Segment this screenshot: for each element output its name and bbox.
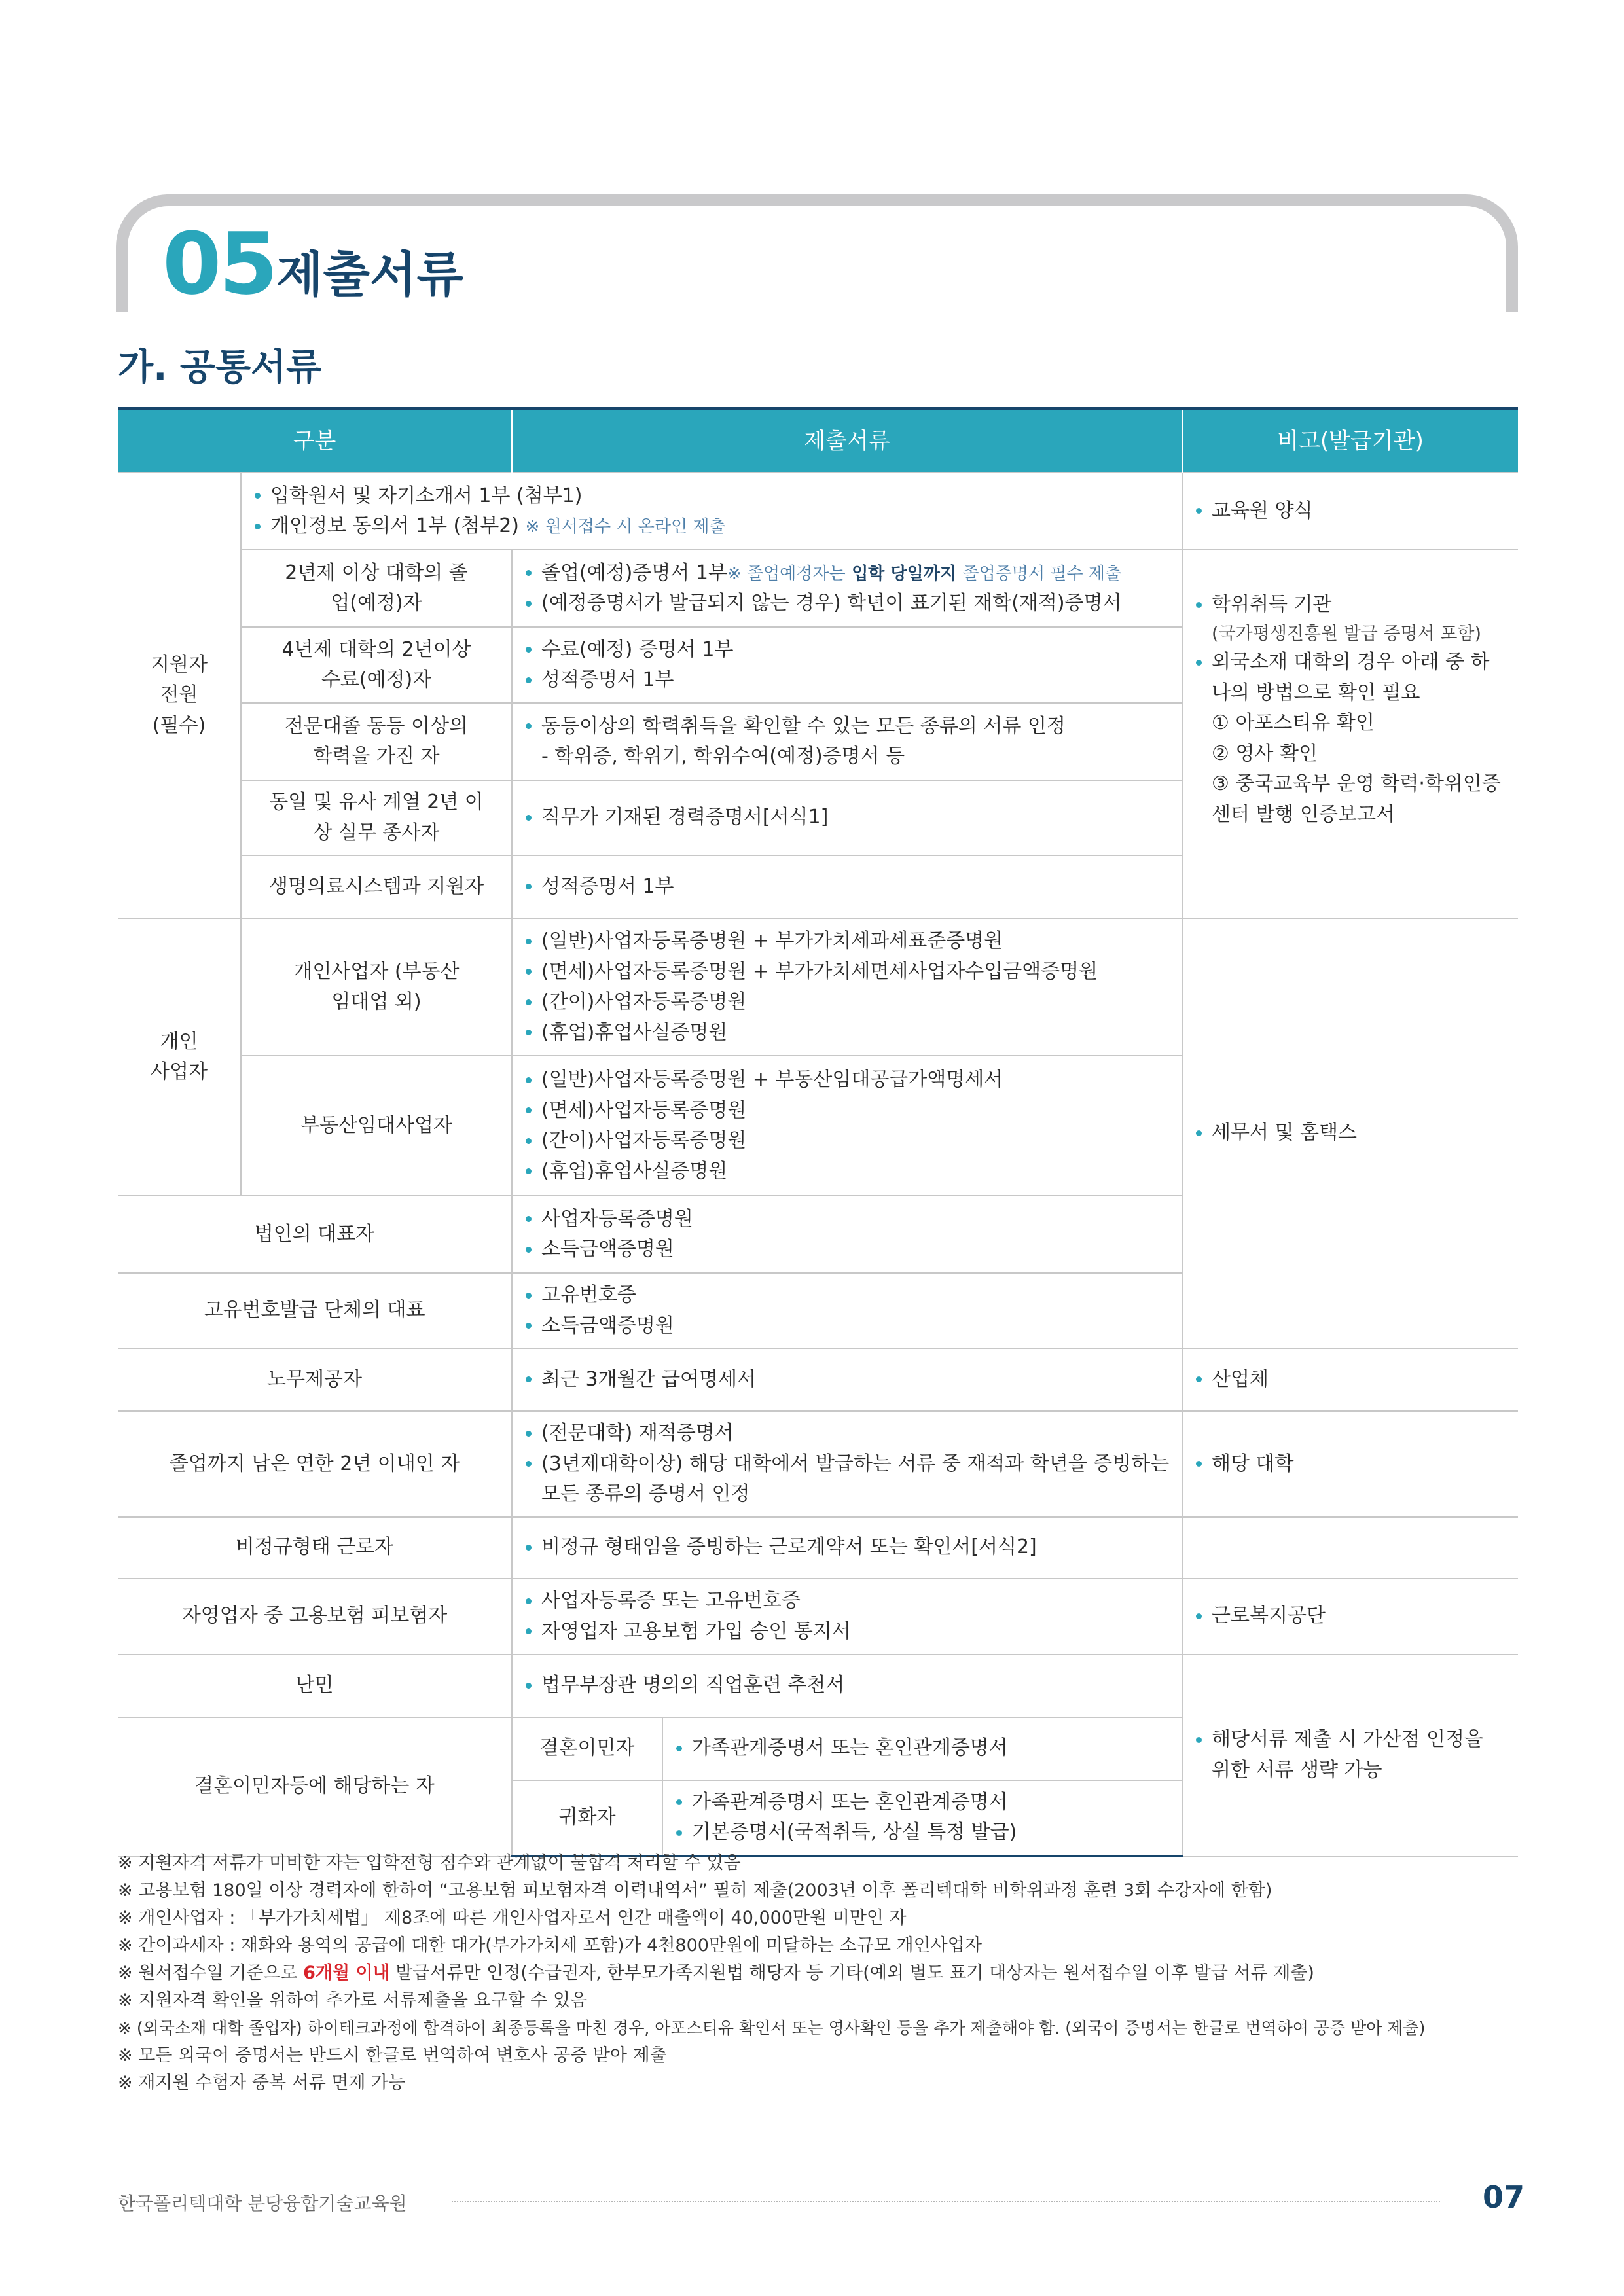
remark-form: 교육원 양식 [1182,473,1518,550]
docs-experience: 직무가 기재된 경력증명서[서식1] [512,780,1182,855]
table-header-row [118,409,1518,473]
docs-refugee: 법무부장관 명의의 직업훈련 추천서 [512,1655,1182,1717]
header-remarks: 비고(발급기관) [1182,409,1518,473]
docs-2yr-grad: 졸업(예정)증명서 1부※ 졸업예정자는 입학 당일까지 졸업증명서 필수 제출 (예정증명서가 발급되지 않는 경우) 학년이 표기된 재학(재적)증명서 [512,550,1182,627]
note-item: ※ 모든 외국어 증명서는 반드시 한글로 번역하여 변호사 공증 받아 제출 [118,2045,667,2066]
docs-corp: 사업자등록증명원 소득금액증명원 [512,1196,1182,1273]
table-row [118,550,1518,627]
docs-marriage-immigrant: 가족관계증명서 또는 혼인관계증명서 [662,1717,1182,1780]
remark-degree: 학위취득 기관 (국가평생진흥원 발급 증명서 포함) 외국소재 대학의 경우 아래 중 하나의 방법으로 확인 필요 ① 아포스티유 확인 ② 영사 확인 ③ 중국교육부 운영 학력·학위인증센터 발행 인증보고서 [1182,550,1518,918]
docs-equivalent: 동등이상의 학력취득을 확인할 수 있는 모든 종류의 서류 인정 - 학위증, 학위기, 학위수여(예정)증명서 등 [512,703,1182,780]
docs-self: 사업자등록증 또는 고유번호증 자영업자 고용보험 가입 승인 통지서 [512,1579,1182,1655]
label-individual: 개인사업자 (부동산임대업 외) [241,918,512,1056]
label-grad: 졸업까지 남은 연한 2년 이내인 자 [118,1411,512,1517]
docs-individual: (일반)사업자등록증명원 + 부가가치세과세표준증명원 (면세)사업자등록증명원 + 부가가치세면세사업자수입금액증명원 (간이)사업자등록증명원 (휴업)휴업사실증명원 [512,918,1182,1056]
notes-list [118,1850,1558,2097]
docs-labor: 최근 3개월간 급여명세서 [512,1348,1182,1411]
docs-naturalized: 가족관계증명서 또는 혼인관계증명서 기본증명서(국적취득, 상실 특정 발급) [662,1780,1182,1856]
remark-extra: 해당서류 제출 시 가산점 인정을 위한 서류 생략 가능 [1182,1655,1518,1856]
label-uid: 고유번호발급 단체의 대표 [118,1273,512,1348]
label-corp: 법인의 대표자 [118,1196,512,1273]
applicant-common-docs: 입학원서 및 자기소개서 1부 (첨부1) 개인정보 동의서 1부 (첨부2) ※ 원서접수 시 온라인 제출 [241,473,1182,550]
header-documents: 제출서류 [512,409,1182,473]
note-item: ※ (외국소재 대학 졸업자) 하이테크과정에 합격하여 최종등록을 마친 경우, 아포스티유 확인서 또는 영사확인 등을 추가 제출해야 함. (외국어 증명서는 한글로 번역하여 공증 받아 제출) [118,2018,1426,2037]
docs-uid: 고유번호증 소득금액증명원 [512,1273,1182,1348]
table-row [118,1655,1518,1717]
footer-institution: 한국폴리텍대학 분당융합기술교육원 [118,2193,407,2214]
table-row [118,1348,1518,1411]
label-experience: 동일 및 유사 계열 2년 이상 실무 종사자 [241,780,512,855]
section-number: 05 [162,214,276,314]
label-self: 자영업자 중 고용보험 피보험자 [118,1579,512,1655]
note-item: ※ 간이과세자 : 재화와 용역의 공급에 대한 대가(부가가치세 포함)가 4천800만원에 미달하는 소규모 개인사업자 [118,1935,982,1956]
remark-grad: 해당 대학 [1182,1411,1518,1517]
label-bio: 생명의료시스템과 지원자 [241,855,512,918]
label-2yr-grad: 2년제 이상 대학의 졸업(예정)자 [241,550,512,627]
table-row [118,473,1518,550]
table-row [118,918,1518,1056]
label-equivalent: 전문대졸 동등 이상의 학력을 가진 자 [241,703,512,780]
label-marriage-immigrant: 결혼이민자 [512,1717,662,1780]
header-category: 구분 [118,409,512,473]
docs-4yr: 수료(예정) 증명서 1부 성적증명서 1부 [512,627,1182,703]
remark-irregular [1182,1517,1518,1579]
label-irregular: 비정규형태 근로자 [118,1517,512,1579]
remark-self: 근로복지공단 [1182,1579,1518,1655]
docs-irregular: 비정규 형태임을 증빙하는 근로계약서 또는 확인서[서식2] [512,1517,1182,1579]
label-naturalized: 귀화자 [512,1780,662,1856]
page-number: 07 [1483,2179,1525,2215]
note-item: ※ 지원자격 서류가 미비한 자는 입학전형 점수와 관계없이 불합격 처리할 수 있음 [118,1853,741,1873]
remark-tax: 세무서 및 홈택스 [1182,918,1518,1348]
subsection-title: 가. 공통서류 [118,346,322,389]
note-item: ※ 재지원 수험자 중복 서류 면제 가능 [118,2073,406,2093]
footer-divider [452,2201,1440,2202]
docs-grad: (전문대학) 재적증명서 (3년제대학이상) 해당 대학에서 발급하는 서류 중 재적과 학년을 증빙하는 모든 종류의 증명서 인정 [512,1411,1182,1517]
label-realestate: 부동산임대사업자 [241,1056,512,1196]
table-row [118,1411,1518,1517]
label-refugee: 난민 [118,1655,512,1717]
label-marriage: 결혼이민자등에 해당하는 자 [118,1717,512,1856]
documents-table [118,407,1518,1857]
table-row [118,1579,1518,1655]
note-item: ※ 고용보험 180일 이상 경력자에 한하여 “고용보험 피보험자격 이력내역서” 필히 제출(2003년 이후 폴리텍대학 비학위과정 훈련 3회 수강자에 한함) [118,1880,1272,1901]
group-applicant: 지원자 전원 (필수) [118,473,241,918]
remark-labor: 산업체 [1182,1348,1518,1411]
table-row [118,1517,1518,1579]
label-4yr: 4년제 대학의 2년이상 수료(예정)자 [241,627,512,703]
docs-realestate: (일반)사업자등록증명원 + 부동산임대공급가액명세서 (면세)사업자등록증명원 (간이)사업자등록증명원 (휴업)휴업사실증명원 [512,1056,1182,1196]
note-item: ※ 원서접수일 기준으로 6개월 이내 발급서류만 인정(수급권자, 한부모가족지원법 해당자 등 기타(예외 별도 표기 대상자는 원서접수일 이후 발급 서류 제출) [118,1963,1314,1983]
note-item: ※ 지원자격 확인을 위하여 추가로 서류제출을 요구할 수 있음 [118,1990,588,2011]
group-business: 개인 사업자 [118,918,241,1196]
docs-bio: 성적증명서 1부 [512,855,1182,918]
label-labor: 노무제공자 [118,1348,512,1411]
note-item: ※ 개인사업자 : 「부가가치세법」 제8조에 따른 개인사업자로서 연간 매출액이 40,000만원 미만인 자 [118,1908,907,1928]
section-title: 제출서류 [276,247,463,303]
